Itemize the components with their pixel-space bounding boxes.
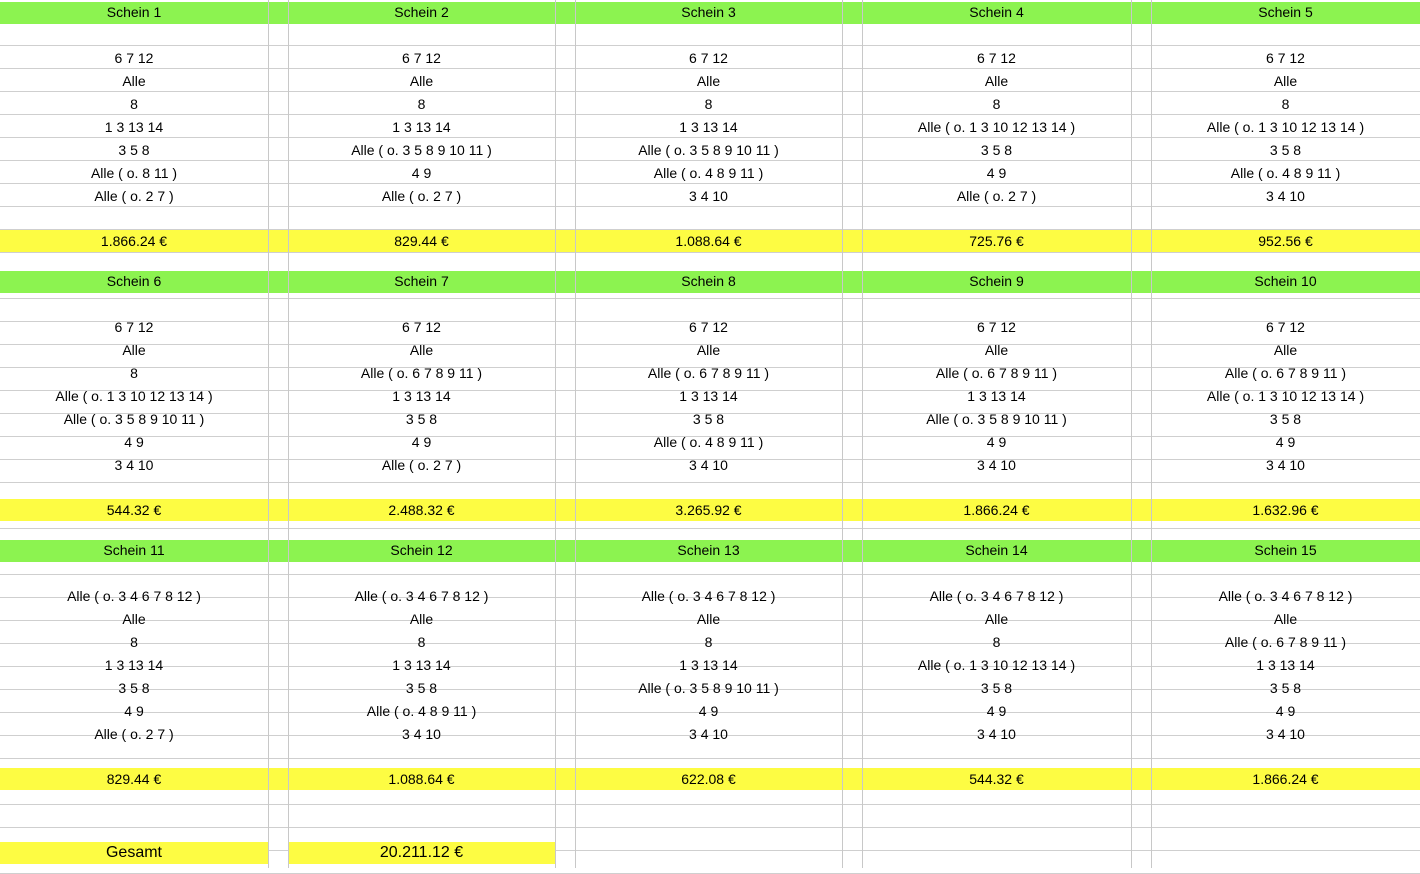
ticket-total-9[interactable]: 1.866.24 € [963,502,1030,518]
ticket-header-12[interactable]: Schein 12 [390,542,453,558]
ticket-cell[interactable]: 3 4 10 [402,726,441,742]
ticket-cell[interactable]: Alle ( o. 1 3 10 12 13 14 ) [1206,388,1365,404]
ticket-cell[interactable]: Alle ( o. 6 7 8 9 11 ) [360,365,483,381]
ticket-total-8[interactable]: 3.265.92 € [675,502,742,518]
ticket-cell[interactable]: 3 5 8 [118,142,150,158]
ticket-cell[interactable]: 3 5 8 [980,680,1013,696]
ticket-cell[interactable]: Alle ( o. 2 7 ) [94,188,174,204]
ticket-cell[interactable]: Alle [409,342,434,358]
ticket-header-7[interactable]: Schein 7 [394,273,449,289]
ticket-cell[interactable]: 1 3 13 14 [1256,657,1315,673]
ticket-total-15[interactable]: 1.866.24 € [1252,771,1319,787]
ticket-total-13[interactable]: 622.08 € [681,771,736,787]
ticket-cell[interactable]: 1 3 13 14 [679,657,738,673]
ticket-cell[interactable]: 4 9 [986,165,1007,181]
ticket-cell[interactable]: 6 7 12 [977,50,1016,66]
ticket-cell[interactable]: Alle ( o. 3 5 8 9 10 11 ) [926,411,1067,427]
ticket-cell[interactable]: 3 5 8 [692,411,725,427]
ticket-cell[interactable]: Alle ( o. 3 4 6 7 8 12 ) [641,588,776,604]
grid-row-line [0,805,1420,828]
ticket-header-14[interactable]: Schein 14 [965,542,1028,558]
ticket-cell[interactable]: Alle ( o. 6 7 8 9 11 ) [1224,365,1347,381]
ticket-cell[interactable]: 6 7 12 [1266,319,1305,335]
ticket-cell[interactable]: Alle [984,611,1009,627]
ticket-cell[interactable]: 1 3 13 14 [967,388,1026,404]
ticket-cell[interactable]: 1 3 13 14 [104,657,164,673]
summary-total-value[interactable]: 20.211.12 € [379,844,464,861]
ticket-cell[interactable]: 6 7 12 [977,319,1016,335]
ticket-cell[interactable]: 4 9 [698,703,719,719]
ticket-cell[interactable]: Alle [1273,342,1298,358]
ticket-cell[interactable]: 3 4 10 [689,726,728,742]
ticket-cell[interactable]: 3 5 8 [1269,142,1302,158]
ticket-header-13[interactable]: Schein 13 [677,542,740,558]
ticket-cell[interactable]: 6 7 12 [1266,50,1305,66]
ticket-cell[interactable]: Alle ( o. 6 7 8 9 11 ) [935,365,1058,381]
ticket-cell[interactable]: Alle [696,342,721,358]
ticket-total-3[interactable]: 1.088.64 € [675,233,742,249]
ticket-cell[interactable]: Alle ( o. 2 7 ) [381,188,462,204]
grid-column-line [575,0,576,868]
ticket-header-9[interactable]: Schein 9 [969,273,1024,289]
ticket-cell[interactable]: 4 9 [411,165,432,181]
ticket-cell[interactable]: 6 7 12 [402,319,441,335]
ticket-cell[interactable]: 8 [992,96,1001,112]
ticket-cell[interactable]: 3 5 8 [980,142,1013,158]
ticket-cell[interactable]: Alle [984,342,1009,358]
ticket-cell[interactable]: 8 [130,365,138,381]
ticket-cell[interactable]: 8 [704,96,713,112]
ticket-total-4[interactable]: 725.76 € [969,233,1024,249]
ticket-total-10[interactable]: 1.632.96 € [1252,502,1319,518]
ticket-total-7[interactable]: 2.488.32 € [388,502,455,518]
ticket-cell[interactable]: Alle [122,611,146,627]
grid-column-line [1151,0,1152,868]
ticket-header-4[interactable]: Schein 4 [969,4,1024,20]
ticket-cell[interactable]: 8 [417,96,426,112]
ticket-cell[interactable]: 3 5 8 [118,680,150,696]
ticket-cell[interactable]: Alle [696,73,721,89]
grid-row-line [0,207,1420,230]
ticket-cell[interactable]: Alle ( o. 3 4 6 7 8 12 ) [929,588,1064,604]
ticket-header-1[interactable]: Schein 1 [106,4,162,20]
ticket-cell[interactable]: 6 7 12 [114,319,154,335]
ticket-cell[interactable]: 3 5 8 [405,680,438,696]
summary-label[interactable]: Gesamt [105,844,162,861]
ticket-cell[interactable]: 8 [992,634,1001,650]
ticket-cell[interactable]: 4 9 [986,703,1007,719]
grid-column-line [862,0,863,868]
ticket-cell[interactable]: 1 3 13 14 [392,388,451,404]
ticket-cell[interactable]: 6 7 12 [114,50,154,66]
ticket-header-10[interactable]: Schein 10 [1254,273,1317,289]
ticket-cell[interactable]: 6 7 12 [402,50,441,66]
ticket-cell[interactable]: Alle ( o. 2 7 ) [381,457,462,473]
ticket-cell[interactable]: Alle [122,342,146,358]
ticket-cell[interactable]: 3 5 8 [405,411,438,427]
ticket-total-12[interactable]: 1.088.64 € [388,771,455,787]
grid-column-line [288,0,289,868]
ticket-cell[interactable]: Alle ( o. 3 5 8 9 10 11 ) [351,142,492,158]
ticket-header-8[interactable]: Schein 8 [681,273,736,289]
ticket-cell[interactable]: Alle ( o. 2 7 ) [94,726,174,742]
ticket-cell[interactable]: Alle ( o. 3 4 6 7 8 12 ) [67,588,201,604]
ticket-cell[interactable]: Alle ( o. 3 5 8 9 10 11 ) [638,142,779,158]
ticket-total-1[interactable]: 1.866.24 € [100,233,168,249]
ticket-header-2[interactable]: Schein 2 [394,4,449,20]
ticket-cell[interactable]: 1 3 13 14 [392,657,451,673]
ticket-cell[interactable]: 4 9 [1275,703,1296,719]
ticket-cell[interactable]: 3 4 10 [977,457,1016,473]
ticket-cell[interactable]: 8 [704,634,713,650]
ticket-header-11[interactable]: Schein 11 [103,542,165,558]
ticket-cell[interactable]: 4 9 [124,703,144,719]
ticket-total-14[interactable]: 544.32 € [969,771,1024,787]
ticket-cell[interactable]: Alle ( o. 8 11 ) [90,165,178,181]
ticket-cell[interactable]: 4 9 [411,434,432,450]
ticket-cell[interactable]: Alle [984,73,1009,89]
ticket-cell[interactable]: 3 4 10 [977,726,1016,742]
ticket-cell[interactable]: 4 9 [124,434,144,450]
ticket-cell[interactable]: Alle ( o. 3 4 6 7 8 12 ) [354,588,489,604]
ticket-total-5[interactable]: 952.56 € [1258,233,1313,249]
ticket-cell[interactable]: 1 3 13 14 [104,119,164,135]
ticket-cell[interactable]: Alle [122,73,146,89]
ticket-cell[interactable]: 8 [417,634,426,650]
ticket-cell[interactable]: 3 4 10 [689,188,728,204]
ticket-cell[interactable]: Alle ( o. 4 8 9 11 ) [653,434,764,450]
ticket-cell[interactable]: 3 4 10 [689,457,728,473]
ticket-total-2[interactable]: 829.44 € [394,233,449,249]
ticket-cell[interactable]: Alle [696,611,721,627]
ticket-cell[interactable]: Alle ( o. 1 3 10 12 13 14 ) [917,119,1076,135]
ticket-cell[interactable]: Alle [1273,73,1298,89]
ticket-total-6[interactable]: 544.32 € [106,502,162,518]
ticket-total-11[interactable]: 829.44 € [106,771,162,787]
grid-column-line [1131,0,1132,868]
ticket-cell[interactable]: Alle [1273,611,1298,627]
ticket-cell[interactable]: 3 4 10 [114,457,154,473]
grid-column-line [842,0,843,868]
ticket-cell[interactable]: 4 9 [986,434,1007,450]
ticket-cell[interactable]: 8 [1281,96,1290,112]
ticket-cell[interactable]: Alle ( o. 6 7 8 9 11 ) [647,365,770,381]
grid-column-line [555,0,556,868]
ticket-cell[interactable]: 3 5 8 [1269,411,1302,427]
ticket-header-6[interactable]: Schein 6 [106,273,162,289]
ticket-cell[interactable]: Alle ( o. 4 8 9 11 ) [366,703,477,719]
ticket-cell[interactable]: 3 5 8 [1269,680,1302,696]
ticket-cell[interactable]: 1 3 13 14 [679,119,738,135]
ticket-cell[interactable]: Alle ( o. 2 7 ) [956,188,1037,204]
ticket-cell[interactable]: Alle [409,73,434,89]
ticket-cell[interactable]: Alle [409,611,434,627]
ticket-cell[interactable]: 8 [130,96,138,112]
ticket-cell[interactable]: Alle ( o. 6 7 8 9 11 ) [1224,634,1347,650]
ticket-cell[interactable]: 1 3 13 14 [392,119,451,135]
ticket-cell[interactable]: 6 7 12 [689,50,728,66]
ticket-header-15[interactable]: Schein 15 [1254,542,1317,558]
grid-row-line [0,23,1420,46]
ticket-cell[interactable]: 8 [130,634,138,650]
ticket-cell[interactable]: 3 4 10 [1266,726,1305,742]
ticket-cell[interactable]: 1 3 13 14 [679,388,738,404]
ticket-cell[interactable]: Alle ( o. 1 3 10 12 13 14 ) [1206,119,1365,135]
grid-column-line [268,0,269,868]
ticket-cell[interactable]: 3 4 10 [1266,457,1305,473]
ticket-cell[interactable]: Alle ( o. 1 3 10 12 13 14 ) [55,388,213,404]
ticket-header-5[interactable]: Schein 5 [1258,4,1313,20]
ticket-cell[interactable]: Alle ( o. 1 3 10 12 13 14 ) [917,657,1076,673]
ticket-cell[interactable]: Alle ( o. 4 8 9 11 ) [653,165,764,181]
ticket-cell[interactable]: Alle ( o. 3 5 8 9 10 11 ) [638,680,779,696]
ticket-cell[interactable]: Alle ( o. 4 8 9 11 ) [1230,165,1341,181]
ticket-cell[interactable]: 6 7 12 [689,319,728,335]
ticket-cell[interactable]: 4 9 [1275,434,1296,450]
ticket-cell[interactable]: 3 4 10 [1266,188,1305,204]
ticket-header-3[interactable]: Schein 3 [681,4,736,20]
ticket-cell[interactable]: Alle ( o. 3 5 8 9 10 11 ) [63,411,205,427]
ticket-cell[interactable]: Alle ( o. 3 4 6 7 8 12 ) [1218,588,1353,604]
